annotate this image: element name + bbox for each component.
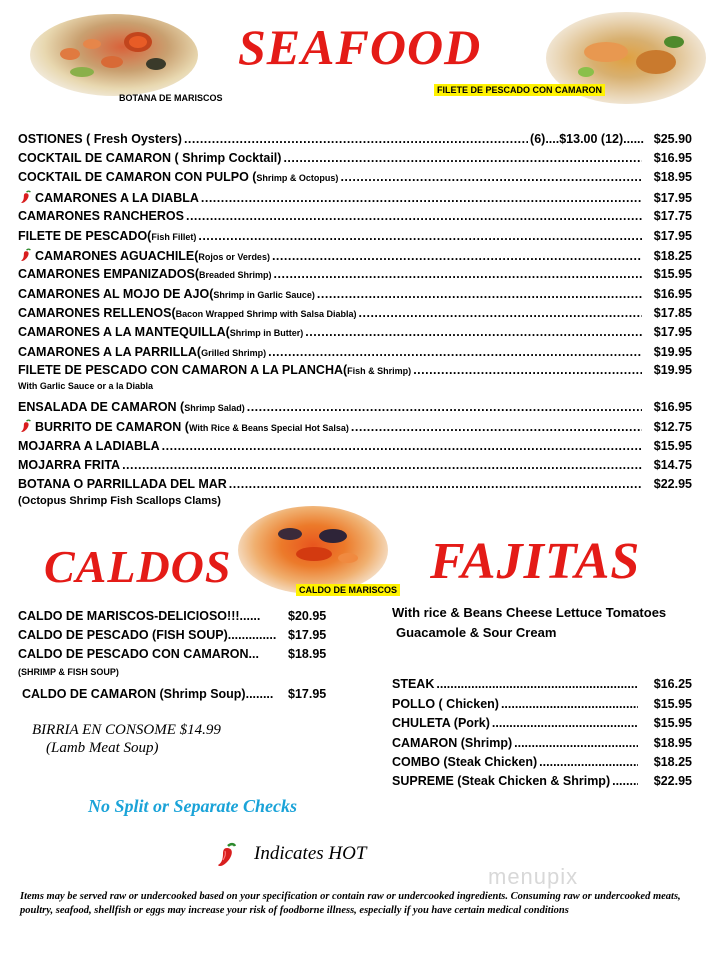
seafood-item-detail: Shrimp Salad): [184, 403, 245, 413]
seafood-item-row: [18, 477, 692, 496]
seafood-item-price: $16.95: [653, 151, 692, 165]
fajita-name: SUPREME (Steak Chicken & Shrimp): [392, 774, 611, 788]
botana-caption: BOTANA DE MARISCOS: [119, 93, 223, 103]
seafood-item-label: OSTIONES ( Fresh Oysters): [18, 132, 182, 146]
botana-photo: [30, 14, 198, 96]
seafood-item-row: [18, 400, 692, 419]
leader-dots: [272, 249, 642, 263]
seafood-item-row: [18, 132, 692, 151]
seafood-item-price: $17.95: [653, 229, 692, 243]
seafood-item-label: COCKTAIL DE CAMARON ( Shrimp Cocktail): [18, 151, 282, 165]
caldo-name: CALDO DE PESCADO CON CAMARON...: [18, 647, 259, 661]
leader-dots: [198, 229, 642, 243]
leader-dots: [283, 151, 642, 165]
seafood-item-row: [18, 287, 692, 306]
seafood-item-name: [20, 419, 349, 434]
seafood-item-row: [20, 248, 692, 267]
seafood-item-price: $19.95: [653, 363, 692, 377]
fajitas-title: FAJITAS: [430, 533, 641, 590]
seafood-item-detail: Rojos or Verdes): [198, 252, 270, 262]
fajita-row: [392, 755, 692, 769]
seafood-item-row: [18, 151, 692, 170]
birria-line2: (Lamb Meat Soup): [46, 740, 159, 756]
fajita-price: $15.95: [653, 697, 692, 711]
seafood-item-label: ENSALADA DE CAMARON (: [18, 400, 185, 414]
seafood-item-row: [20, 190, 692, 209]
seafood-item-name: [18, 132, 182, 146]
seafood-item-price: $18.25: [653, 249, 692, 263]
no-split-notice: No Split or Separate Checks: [88, 796, 298, 816]
seafood-item-label: FILETE DE PESCADO CON CAMARON A LA PLANCHA(: [18, 363, 348, 377]
fajita-price: $22.95: [653, 774, 692, 788]
seafood-item-detail: Fish & Shrimp): [347, 366, 412, 376]
seafood-item-name: [18, 325, 303, 339]
seafood-item-row: [20, 419, 692, 438]
fajita-row: [392, 697, 692, 711]
seafood-item-label: CAMARONES A LA PARRILLA(: [18, 345, 202, 359]
seafood-item-price: $17.95: [653, 325, 692, 339]
leader-dots: [162, 439, 642, 453]
seafood-item-name: [18, 267, 272, 281]
leader-dots: [184, 132, 528, 146]
seafood-item-name: [18, 363, 411, 377]
seafood-item-detail: Shrimp in Butter): [229, 328, 304, 338]
seafood-item-label: CAMARONES RELLENOS(: [18, 306, 176, 320]
seafood-item-row: [18, 170, 692, 189]
fajitas-desc-line1: With rice & Beans Cheese Lettuce Tomatoes: [392, 605, 667, 620]
leader-dots: [317, 287, 642, 301]
seafood-item-price: $25.90: [653, 132, 692, 146]
seafood-item-price: $17.95: [653, 191, 692, 205]
seafood-item-row: [18, 306, 692, 325]
leader-dots: [247, 400, 642, 414]
fajita-name: POLLO ( Chicken): [392, 697, 499, 711]
seafood-item-name: [18, 306, 357, 320]
leader-dots: [305, 325, 642, 339]
seafood-item-name: [18, 400, 245, 414]
seafood-item-name: [18, 209, 184, 223]
chili-pepper-icon: [216, 842, 238, 873]
chili-pepper-icon: [20, 248, 32, 262]
seafood-item-name: [18, 287, 315, 301]
seafood-item-label: CAMARONES RANCHEROS: [18, 209, 184, 223]
caldo-caption: CALDO DE MARISCOS: [296, 584, 400, 596]
seafood-item-detail: Shrimp & Octopus): [256, 173, 339, 183]
seafood-item-name: [20, 190, 199, 205]
fajita-price: $15.95: [653, 716, 692, 730]
caldo-row: [18, 609, 348, 623]
seafood-item-price: $12.75: [653, 420, 692, 434]
seafood-item-label: CAMARONES AL MOJO DE AJO(: [18, 287, 214, 301]
seafood-item-price: $18.95: [653, 170, 692, 184]
seafood-item-name: [18, 477, 227, 491]
leader-dots: [413, 363, 642, 377]
caldo-price: $17.95: [288, 687, 327, 701]
seafood-item-detail: Shrimp in Garlic Sauce): [213, 290, 315, 300]
plancha-note: With Garlic Sauce or a la Diabla: [18, 381, 153, 391]
seafood-item-price: $17.85: [653, 306, 692, 320]
seafood-item-name: [18, 439, 160, 453]
seafood-item-label: CAMARONES AGUACHILE(: [35, 249, 199, 263]
fajitas-desc-line2: Guacamole & Sour Cream: [396, 625, 557, 640]
leader-dots: [268, 345, 642, 359]
seafood-item-label: BOTANA O PARRILLADA DEL MAR: [18, 477, 227, 491]
seafood-item-label: COCKTAIL DE CAMARON CON PULPO (: [18, 170, 257, 184]
caldo-name: CALDO DE MARISCOS-DELICIOSO!!!......: [18, 609, 261, 623]
caldos-title: CALDOS: [44, 541, 232, 592]
seafood-item-price: $14.75: [653, 458, 692, 472]
seafood-item-row: [18, 325, 692, 344]
fajita-name: CAMARON (Shrimp): [392, 736, 513, 750]
disclaimer-line1: Items may be served raw or undercooked based on your specification or contain raw or undercooked ingredients. Consuming raw or undercooked meats,: [20, 891, 681, 902]
seafood-item-name: [18, 229, 196, 243]
fajita-row: [392, 774, 692, 788]
caldo-shrimp-fish-note: (SHRIMP & FISH SOUP): [18, 667, 119, 677]
leader-dots: [359, 306, 642, 320]
caldo-row: [18, 647, 348, 661]
seafood-item-name: [18, 151, 281, 165]
caldo-price: $18.95: [288, 647, 327, 661]
fajita-name: COMBO (Steak Chicken): [392, 755, 538, 769]
seafood-item-name: [20, 248, 270, 263]
birria-line1: BIRRIA EN CONSOME $14.99: [32, 722, 221, 738]
seafood-item-name: [18, 345, 266, 359]
seafood-item-name: [18, 458, 120, 472]
seafood-item-price: $17.75: [653, 209, 692, 223]
seafood-item-price: $19.95: [653, 345, 692, 359]
seafood-item-detail: With Rice & Beans Special Hot Salsa): [188, 423, 349, 433]
caldo-price: $20.95: [288, 609, 327, 623]
caldo-name: CALDO DE PESCADO (FISH SOUP)..............: [18, 628, 277, 642]
caldo-price: $17.95: [288, 628, 327, 642]
seafood-item-label: BURRITO DE CAMARON (: [35, 420, 189, 434]
chili-pepper-icon: [20, 190, 32, 204]
botana-note: (Octopus Shrimp Fish Scallops Clams): [18, 495, 221, 507]
chili-pepper-icon: [20, 419, 32, 433]
seafood-item-price: $16.95: [653, 287, 692, 301]
indicates-hot-label: Indicates HOT: [254, 843, 367, 864]
seafood-item-price: $15.95: [653, 267, 692, 281]
caldo-row: [22, 687, 348, 701]
leader-dots: [122, 458, 642, 472]
seafood-item-detail: Bacon Wrapped Shrimp with Salsa Diabla): [175, 309, 357, 319]
caldo-photo: [238, 506, 388, 594]
seafood-item-row: [18, 209, 692, 228]
fajita-row: [392, 677, 692, 691]
seafood-item-extra: (6)....$13.00 (12)......: [530, 132, 644, 146]
fajita-price: $16.25: [653, 677, 692, 691]
caldo-row: [18, 628, 348, 642]
fajita-price: $18.25: [653, 755, 692, 769]
fajita-row: [392, 736, 692, 750]
seafood-item-row: [18, 439, 692, 458]
fajita-name: CHULETA (Pork): [392, 716, 490, 730]
seafood-item-detail: Fish Fillet): [151, 232, 197, 242]
fajita-name: STEAK: [392, 677, 435, 691]
filete-caption: FILETE DE PESCADO CON CAMARON: [434, 84, 605, 96]
seafood-item-row: [18, 363, 692, 382]
seafood-item-label: CAMARONES A LA MANTEQUILLA(: [18, 325, 230, 339]
seafood-item-label: MOJARRA FRITA: [18, 458, 121, 472]
seafood-item-label: FILETE DE PESCADO(: [18, 229, 152, 243]
seafood-item-row: [18, 229, 692, 248]
disclaimer-line2: poultry, seafood, shellfish or eggs may increase your risk of foodborne illness, especially if you have certain medical conditions: [20, 905, 569, 916]
leader-dots: [186, 209, 642, 223]
seafood-item-price: $16.95: [653, 400, 692, 414]
fajita-price: $18.95: [653, 736, 692, 750]
seafood-item-label: CAMARONES EMPANIZADOS(: [18, 267, 200, 281]
seafood-title: SEAFOOD: [238, 19, 482, 75]
seafood-item-price: $22.95: [653, 477, 692, 491]
seafood-item-row: [18, 458, 692, 477]
leader-dots: [229, 477, 642, 491]
caldo-name: CALDO DE CAMARON (Shrimp Soup)........: [22, 687, 274, 701]
leader-dots: [340, 170, 642, 184]
seafood-item-price: $15.95: [653, 439, 692, 453]
leader-dots: [274, 267, 642, 281]
seafood-item-row: [18, 345, 692, 364]
fajita-row: [392, 716, 692, 730]
menupix-watermark: menupix: [488, 864, 579, 889]
leader-dots: [351, 420, 642, 434]
seafood-item-detail: Breaded Shrimp): [199, 270, 272, 280]
seafood-item-name: [18, 170, 338, 184]
leader-dots: [201, 191, 642, 205]
seafood-item-row: [18, 267, 692, 286]
seafood-item-label: MOJARRA A LADIABLA: [18, 439, 160, 453]
seafood-item-detail: Grilled Shrimp): [201, 348, 267, 358]
seafood-item-label: CAMARONES A LA DIABLA: [35, 191, 199, 205]
